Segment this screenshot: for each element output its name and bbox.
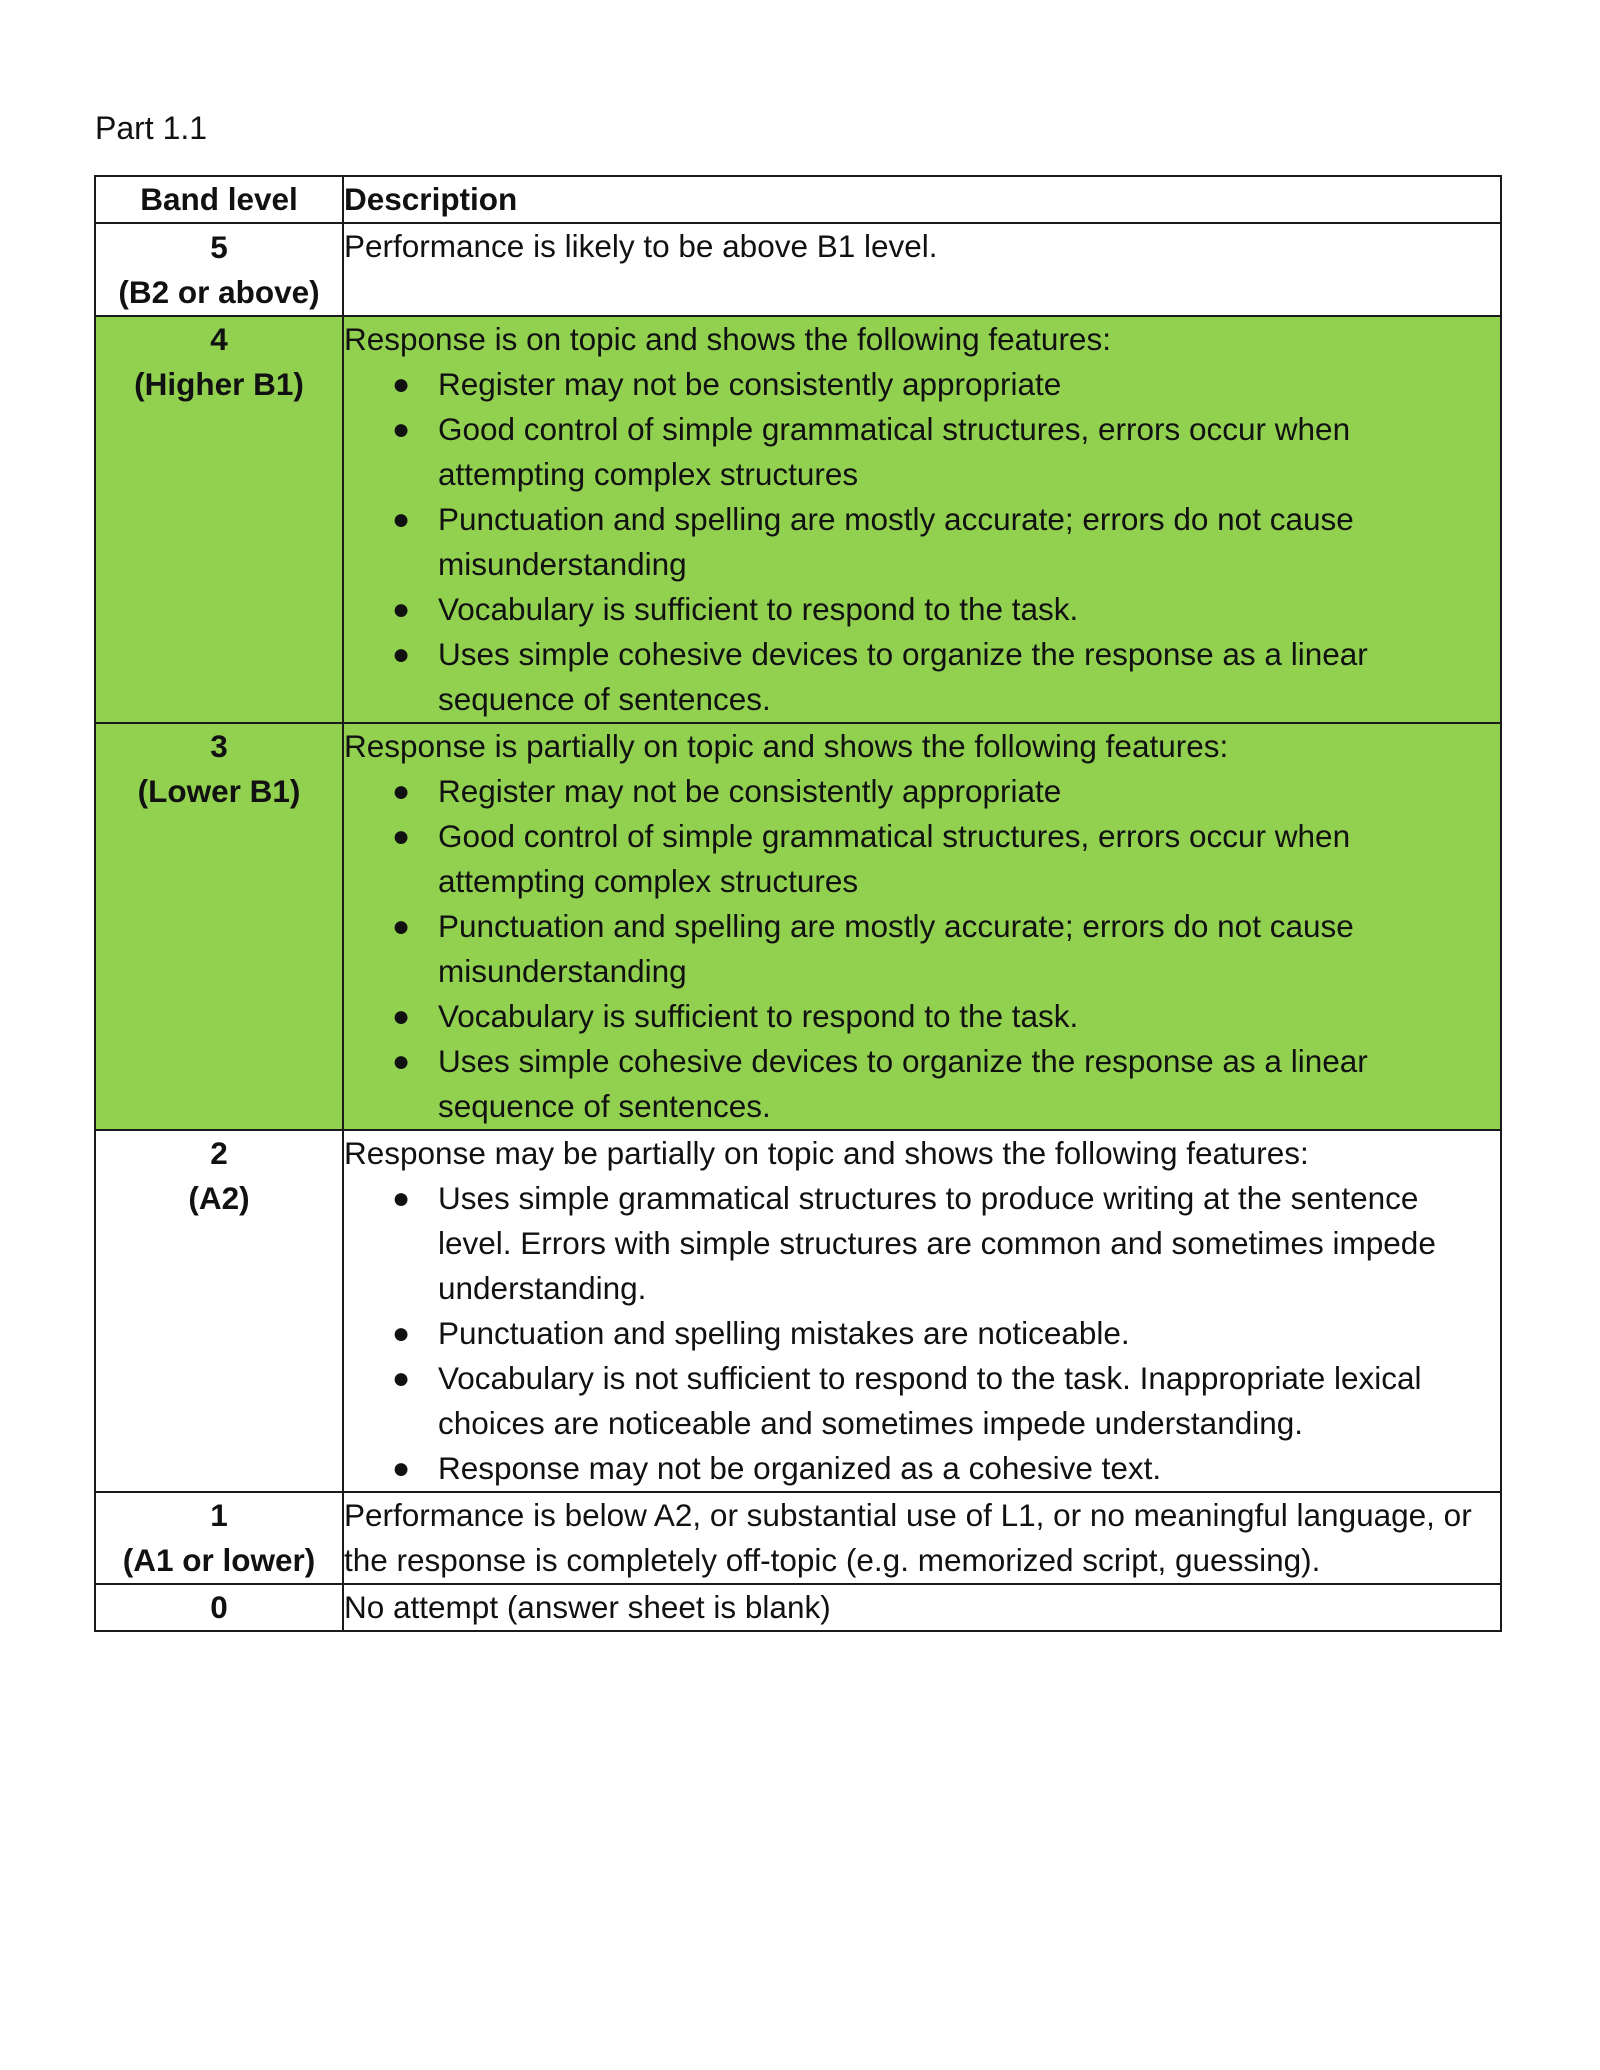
description-intro: Response is partially on topic and shows the following features: [344,728,1229,764]
description-cell [343,1130,1501,1492]
band-number: 4 [210,321,228,357]
list-item: ● Uses simple cohesive devices to organize the response as a linear sequence of sentences. [344,1039,1500,1129]
description-cell [343,223,1501,316]
bullet-icon: ● [392,503,411,536]
band-cell [95,223,343,316]
band-cell [95,1492,343,1584]
band-number: 5 [210,229,228,265]
band-cell [95,316,343,723]
bullet-icon: ● [392,910,411,943]
table-row [95,316,1501,723]
bullet-icon: ● [392,1452,411,1485]
list-item: ● Good control of simple grammatical structures, errors occur when attempting complex structures [344,407,1500,497]
bullet-icon: ● [392,368,411,401]
description-intro: Response is on topic and shows the following features: [344,321,1111,357]
list-item: ● Response may not be organized as a cohesive text. [344,1446,1500,1491]
list-item: ● Punctuation and spelling are mostly accurate; errors do not cause misunderstanding [344,904,1500,994]
band-label: (A1 or lower) [122,1542,316,1578]
list-item: ● Register may not be consistently appropriate [344,769,1500,814]
description-text: No attempt (answer sheet is blank) [344,1589,831,1625]
list-item: ● Good control of simple grammatical structures, errors occur when attempting complex structures [344,814,1500,904]
band-cell [95,1130,343,1492]
description-text: Performance is likely to be above B1 level. [344,228,938,264]
band-number: 1 [210,1497,228,1533]
table-row [95,1130,1501,1492]
table-header-row [95,176,1501,223]
list-item: ● Vocabulary is not sufficient to respond to the task. Inappropriate lexical choices are noticeable and sometimes impede understanding. [344,1356,1500,1446]
feature-list [344,1176,1500,1491]
bullet-icon: ● [392,1362,411,1395]
table-row [95,723,1501,1130]
band-number: 3 [210,728,228,764]
list-item: ● Register may not be consistently appropriate [344,362,1500,407]
band-label: (Higher B1) [134,366,304,402]
table-row [95,1584,1501,1631]
bullet-icon: ● [392,1000,411,1033]
description-cell [343,723,1501,1130]
bullet-icon: ● [392,820,411,853]
bullet-icon: ● [392,1317,411,1350]
bullet-icon: ● [392,1045,411,1078]
band-number: 0 [210,1589,228,1625]
list-item: ● Uses simple cohesive devices to organize the response as a linear sequence of sentences. [344,632,1500,722]
list-item: ● Punctuation and spelling mistakes are noticeable. [344,1311,1500,1356]
band-number: 2 [210,1135,228,1171]
band-cell [95,723,343,1130]
band-label: (B2 or above) [118,274,320,310]
table-row [95,1492,1501,1584]
bullet-icon: ● [392,1182,411,1215]
list-item: ● Punctuation and spelling are mostly accurate; errors do not cause misunderstanding [344,497,1500,587]
band-cell [95,1584,343,1631]
band-label: (Lower B1) [137,773,301,809]
table-row [95,223,1501,316]
bullet-icon: ● [392,775,411,808]
band-descriptor-table [94,175,1502,1632]
list-item: ● Uses simple grammatical structures to produce writing at the sentence level. Errors with simple structures are common and sometimes impede understanding. [344,1176,1500,1311]
feature-list [344,362,1500,722]
bullet-icon: ● [392,413,411,446]
description-cell [343,1492,1501,1584]
list-item: ● Vocabulary is sufficient to respond to the task. [344,587,1500,632]
description-header: Description [343,176,1501,223]
list-item: ● Vocabulary is sufficient to respond to the task. [344,994,1500,1039]
page-title: Part 1.1 [95,110,208,146]
description-cell [343,1584,1501,1631]
band-label: (A2) [188,1180,250,1216]
bullet-icon: ● [392,593,411,626]
description-cell [343,316,1501,723]
description-intro: Response may be partially on topic and shows the following features: [344,1135,1309,1171]
bullet-icon: ● [392,638,411,671]
description-text: Performance is below A2, or substantial use of L1, or no meaningful language, or the response is completely off-topic (e.g. memorized script, guessing). [344,1497,1472,1578]
band-level-header: Band level [95,176,343,223]
feature-list [344,769,1500,1129]
